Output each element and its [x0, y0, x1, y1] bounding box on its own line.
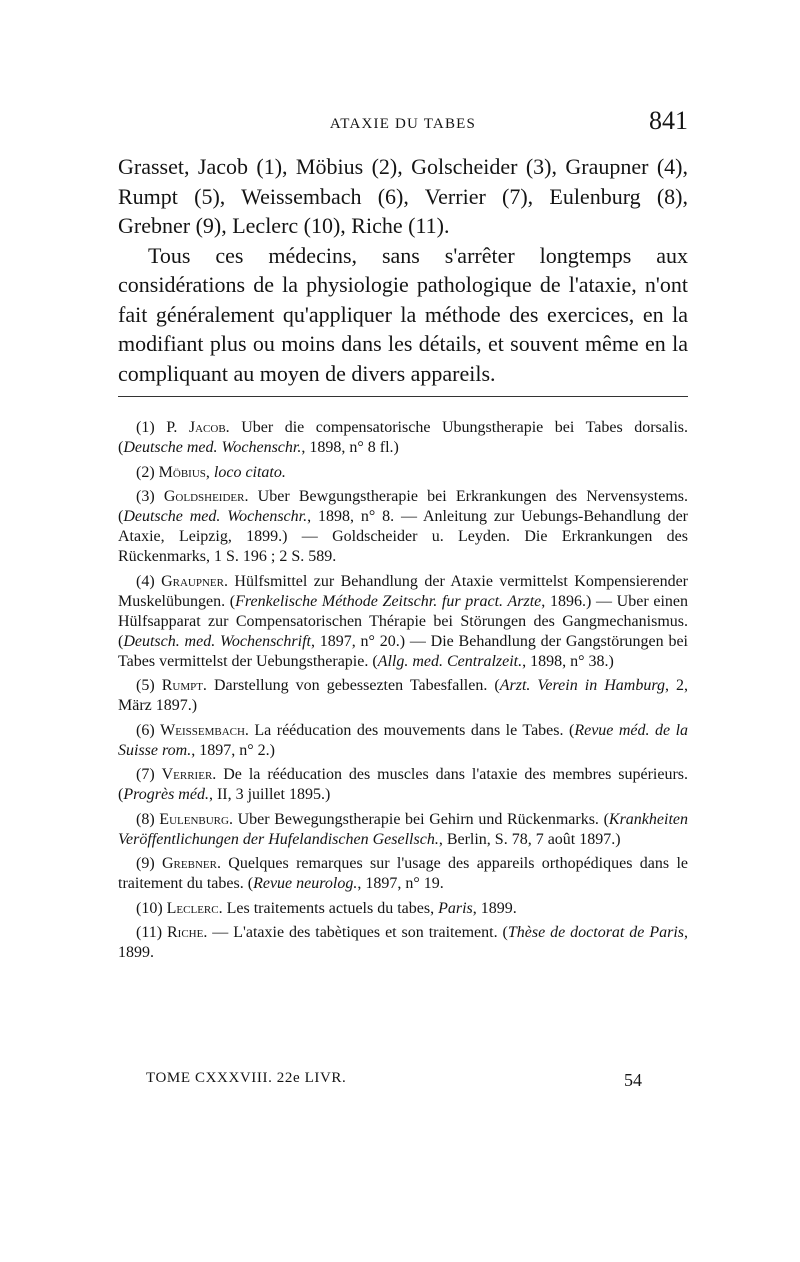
- footnote-part: , 2, März 1897.): [118, 677, 689, 714]
- footnote-number: (3): [136, 488, 155, 505]
- printer-signature: [146, 1070, 642, 1090]
- page-header: [118, 104, 688, 140]
- footnote-part: Quelques remarques sur l'usage des appareils orthopédiques dans le traitement du tabes. (: [118, 855, 688, 892]
- footnote-number: (11): [136, 924, 163, 941]
- footnote-source: Thèse de doctorat de Paris: [507, 924, 685, 941]
- footnote: [118, 487, 688, 567]
- footnote-part: , 1897, n° 19.: [357, 875, 444, 892]
- footnote-source: Deutsch. med. Wochenschrift: [123, 632, 311, 650]
- footnote-part: , 1898, n° 38.): [522, 652, 614, 670]
- running-title: ATAXIE DU TABES: [329, 116, 477, 132]
- footnote-author: Verrier.: [161, 766, 217, 783]
- footnotes: [118, 418, 688, 968]
- footnote-number: (10): [136, 899, 163, 917]
- signature-number: 54: [624, 1070, 642, 1090]
- footnote-source: Revue méd. de la Suisse rom.: [118, 721, 689, 759]
- footnote-number: (7): [136, 766, 155, 783]
- footnote-number: (6): [136, 721, 155, 739]
- footnote-part: Uber Bewegungstherapie bei Gehirn und Rückenmarks. (: [232, 810, 609, 828]
- footnote: [118, 923, 688, 963]
- footnote-part: , Berlin, S. 78, 7 août 1897.): [438, 830, 621, 848]
- footnote-source: Deutsche med. Wochenschr.: [123, 508, 308, 525]
- main-text: [118, 152, 688, 388]
- page-number: 841: [649, 106, 688, 135]
- footnote-author: Goldsheider.: [163, 488, 249, 505]
- footnote-author: P. Jacob.: [166, 419, 230, 436]
- footnote-part: Les traitements actuels du tabes,: [222, 899, 439, 917]
- footnote-source: Progrès méd.: [123, 786, 209, 803]
- paragraph-author-list: Grasset, Jacob (1), Möbius (2), Golscheider (3), Graupner (4), Rumpt (5), Weissembach (6), Verrier (7), Eulenburg (8), Grebner (9), Leclerc (10), Riche (11).: [118, 154, 688, 238]
- footnote-part: , 1897, n° 2.): [191, 741, 275, 759]
- footnote-part: , 1896.) — Uber einen Hülfsapparat zur Compensatorischen Thérapie bei Störungen des Gangmechanismus. (: [118, 592, 689, 650]
- footnote-source: Deutsche med. Wochenschr.: [123, 439, 302, 456]
- footnote: [118, 463, 688, 483]
- footnote-part: , II, 3 juillet 1895.): [208, 786, 331, 803]
- footnote-part: , 1899.: [118, 924, 689, 961]
- footnote-number: (9): [136, 855, 155, 872]
- footnote-source: Allg. med. Centralzeit.: [377, 652, 523, 670]
- footnote-author: Grebner.: [162, 855, 221, 872]
- footnote-number: (5): [136, 677, 155, 694]
- footnote-author: Riche.: [167, 924, 208, 941]
- footnote-author: Graupner.: [161, 572, 228, 590]
- footnote-number: (1): [136, 419, 155, 436]
- footnote: [118, 572, 688, 672]
- footnote: [118, 676, 688, 716]
- footnote: [118, 418, 688, 458]
- footnote: [118, 765, 688, 805]
- footnote-source: loco citato.: [209, 463, 286, 481]
- footnote-source: Revue neurolog.: [253, 875, 358, 892]
- footnote: [118, 854, 688, 894]
- footnote-part: , 1898, n° 8. — Anleitung zur Uebungs-Behandlung der Ataxie, Leipzig, 1899.) — Goldscheider u. Leyden. Die Erkrankungen des Rückenmarks, 1 S. 196 ; 2 S. 589.: [118, 508, 688, 565]
- footnote-part: Darstellung von gebessezten Tabesfallen. (: [206, 677, 500, 694]
- footnote-source: Paris: [438, 899, 473, 917]
- signature-mark: TOME CXXXVIII. 22e LIVR.: [146, 1070, 347, 1086]
- footnote-source: Frenkelische Méthode Zeitschr. fur pract. Arzte: [235, 592, 542, 610]
- footnote-part: — L'ataxie des tabètiques et son traitement. (: [207, 924, 508, 941]
- footnote-part: , 1899.: [472, 899, 517, 917]
- paragraph-methods: Tous ces médecins, sans s'arrêter longtemps aux considérations de la physiologie pathologique de l'ataxie, n'ont fait généralement qu'appliquer la méthode des exercices, en la modifiant plus ou moins dans les détails, et souvent même en la compliquant au moyen de divers appareils.: [118, 242, 688, 386]
- footnote-source: Krankheiten Veröffentlichungen der Hufelandischen Gesellsch.: [118, 810, 688, 848]
- footnote-author: Weissembach.: [160, 721, 249, 739]
- footnote: [118, 721, 688, 761]
- footnote: [118, 810, 688, 850]
- footnote-author: Eulenburg.: [159, 810, 233, 828]
- footnote-part: Uber die compensatorische Ubungstherapie bei Tabes dorsalis. (: [118, 419, 689, 456]
- footnote-author: Rumpt.: [161, 677, 207, 694]
- footnote-part: Hülfsmittel zur Behandlung der Ataxie vermittelst Kompensierender Muskelübungen. (: [118, 572, 688, 610]
- footnote-number: (2): [136, 463, 155, 481]
- footnote-part: , 1897, n° 20.) — Die Behandlung der Gangstörungen bei Tabes vermittelst der Uebungstherapie. (: [118, 632, 688, 670]
- footnote-separator: [118, 396, 688, 397]
- footnote-source: Arzt. Verein in Hamburg: [499, 677, 665, 694]
- footnote-number: (8): [136, 810, 155, 828]
- footnote-author: Leclerc.: [166, 899, 223, 917]
- footnote-number: (4): [136, 572, 155, 590]
- footnote-part: La rééducation des mouvements dans le Tabes. (: [248, 721, 575, 739]
- footnote-part: Uber Bewgungstherapie bei Erkrankungen des Nervensystems. (: [118, 488, 689, 525]
- footnote-author: Möbius,: [158, 463, 210, 481]
- footnote-part: De la rééducation des muscles dans l'ataxie des membres supérieurs. (: [118, 766, 689, 803]
- footnote: [118, 899, 688, 919]
- footnote-part: , 1898, n° 8 fl.): [301, 439, 399, 456]
